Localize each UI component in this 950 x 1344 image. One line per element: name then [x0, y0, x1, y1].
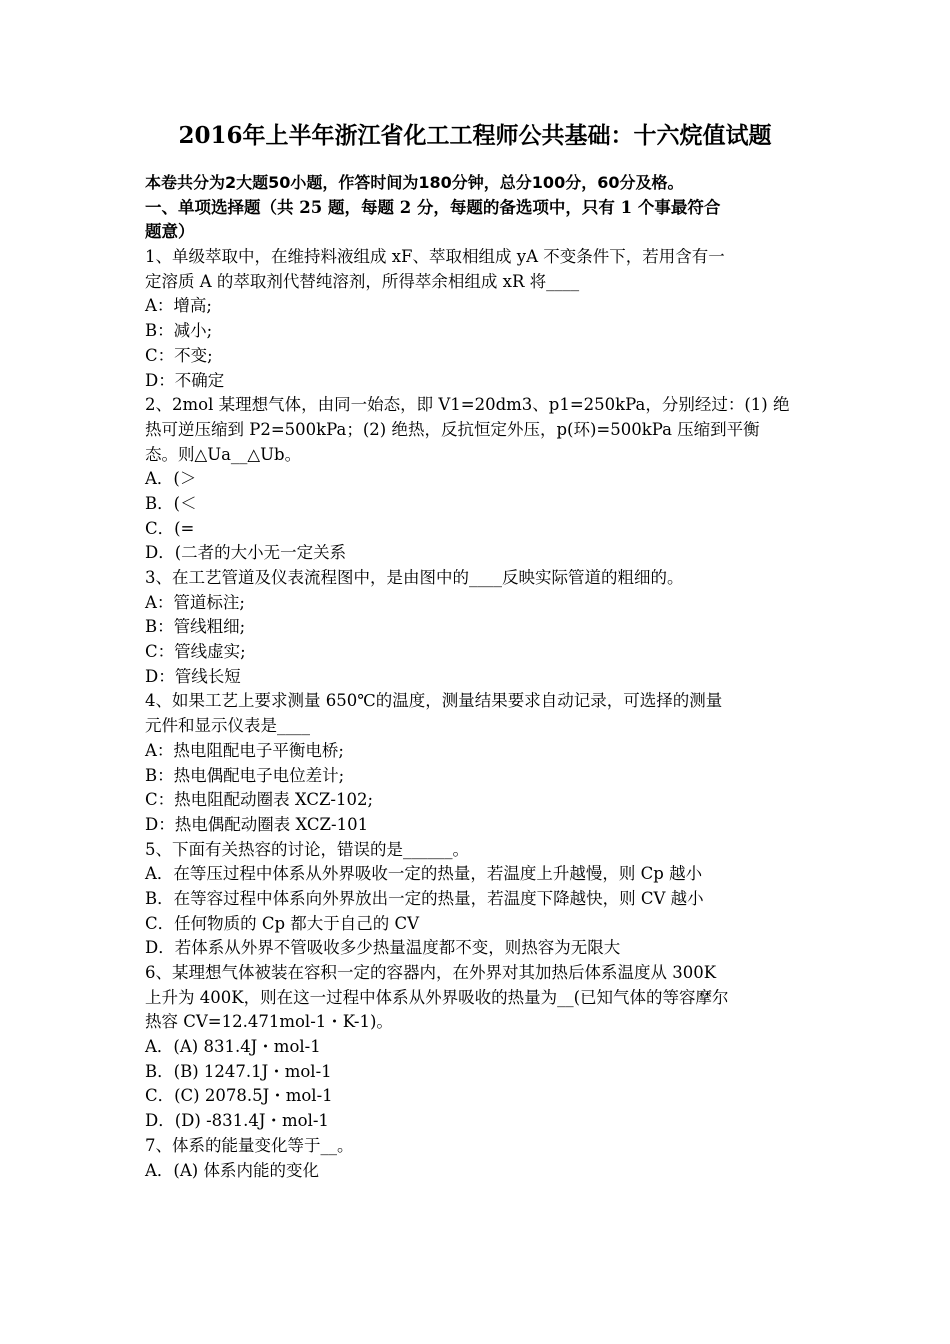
- question-stem: 热可逆压缩到 P2=500kPa；(2) 绝热，反抗恒定外压，p(环)=500kPa 压缩到平衡: [145, 419, 760, 439]
- question-stem: 1、单级萃取中，在维持料液组成 xF、萃取相组成 yA 不变条件下，若用含有一: [145, 247, 725, 267]
- option-d: D．(D) -831.4J・mol-1: [145, 1111, 329, 1131]
- question-1: [145, 245, 810, 393]
- question-3: [145, 566, 810, 689]
- question-stem: 6、某理想气体被装在容积一定的容器内，在外界对其加热后体系温度从 300K: [145, 963, 717, 982]
- question-stem: 元件和显示仪表是____: [145, 716, 310, 736]
- option-c: C．任何物质的 Cp 都大于自己的 CV: [145, 913, 420, 933]
- question-5: [145, 838, 810, 961]
- option-c: C．(C) 2078.5J・mol-1: [145, 1086, 333, 1106]
- question-7: [145, 1134, 810, 1183]
- question-stem: 热容 CV=12.471mol-1・K-1)。: [145, 1012, 393, 1032]
- option-b: B：管线粗细;: [145, 617, 246, 637]
- question-stem: 7、体系的能量变化等于__。: [145, 1135, 354, 1155]
- section-heading: 一、单项选择题（共 25 题，每题 2 分，每题的备选项中，只有 1 个事最符合: [145, 197, 721, 217]
- option-c: C：管线虚实;: [145, 642, 246, 662]
- question-4: [145, 689, 810, 837]
- option-b: B．(＜: [145, 493, 197, 513]
- option-c: C：热电阻配动圈表 XCZ-102;: [145, 790, 374, 810]
- option-b: B．在等容过程中体系向外界放出一定的热量，若温度下降越快，则 CV 越小: [145, 888, 704, 908]
- option-b: B：减小;: [145, 321, 213, 341]
- option-b: B：热电偶配电子电位差计;: [145, 765, 345, 785]
- option-d: D．若体系从外界不管吸收多少热量温度都不变，则热容为无限大: [145, 938, 621, 958]
- option-a: A：管道标注;: [145, 592, 245, 612]
- option-a: A．(A) 831.4J・mol-1: [145, 1037, 321, 1057]
- option-d: D：管线长短: [145, 666, 241, 686]
- question-6: [145, 961, 810, 1134]
- option-c: C．(=: [145, 518, 195, 538]
- option-a: A：热电阻配电子平衡电桥;: [145, 740, 344, 760]
- page-title: 2016年上半年浙江省化工工程师公共基础：十六烷值试题: [178, 122, 772, 149]
- section-heading-cont: 题意）: [145, 222, 195, 242]
- option-a: A．(＞: [145, 469, 197, 489]
- question-2: [145, 393, 810, 566]
- document-body: [145, 171, 810, 1183]
- question-stem: 5、下面有关热容的讨论，错误的是______。: [145, 839, 469, 859]
- option-a: A．(A) 体系内能的变化: [145, 1160, 319, 1180]
- option-d: D．(二者的大小无一定关系: [145, 543, 347, 563]
- question-stem: 3、在工艺管道及仪表流程图中，是由图中的____反映实际管道的粗细的。: [145, 568, 684, 587]
- question-stem: 定溶质 A 的萃取剂代替纯溶剂，所得萃余相组成 xR 将____: [145, 271, 580, 291]
- option-a: A：增高;: [145, 296, 212, 316]
- option-b: B．(B) 1247.1J・mol-1: [145, 1061, 332, 1081]
- exam-intro: 本卷共分为2大题50小题，作答时间为180分钟，总分100分，60分及格。: [145, 173, 684, 192]
- option-c: C：不变;: [145, 345, 213, 365]
- question-stem: 态。则△Ua__△Ub。: [145, 444, 302, 464]
- option-a: A．在等压过程中体系从外界吸收一定的热量，若温度上升越慢，则 Cp 越小: [145, 864, 703, 884]
- question-stem: 2、2mol 某理想气体，由同一始态，即 V1=20dm3、p1=250kPa，分别经过：(1) 绝: [145, 395, 790, 415]
- question-stem: 4、如果工艺上要求测量 650℃的温度，测量结果要求自动记录，可选择的测量: [145, 691, 723, 711]
- question-stem: 上升为 400K，则在这一过程中体系从外界吸收的热量为__(已知气体的等容摩尔: [145, 987, 729, 1007]
- option-d: D：不确定: [145, 370, 225, 390]
- option-d: D：热电偶配动圈表 XCZ-101: [145, 814, 369, 834]
